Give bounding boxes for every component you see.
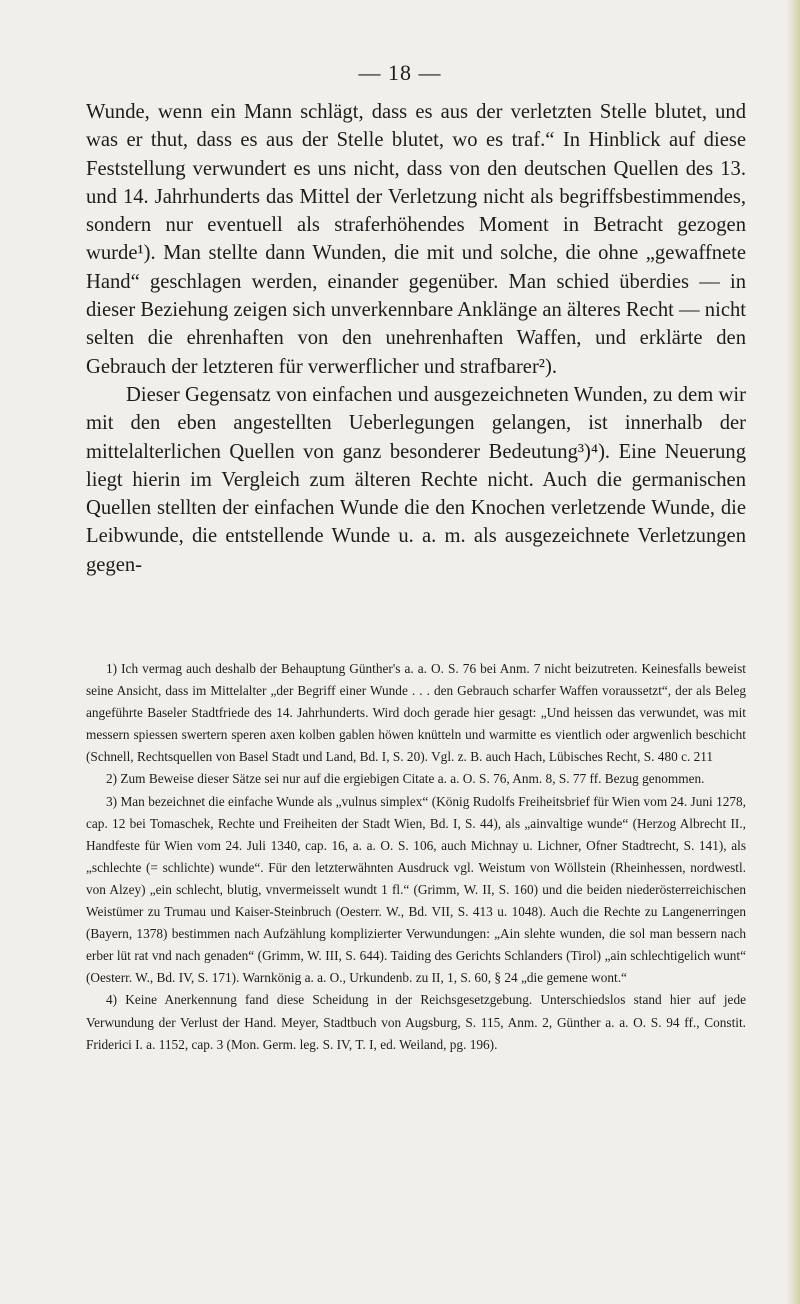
footnote-1: 1) Ich vermag auch deshalb der Behauptung Günther's a. a. O. S. 76 bei Anm. 7 nicht beizutreten. Keinesfalls beweist seine Ansicht, dass im Mittelalter „der Begriff einer Wunde . . . den Gebrauch scharfer Waffen voraussetzt“, der als Beleg angeführte Baseler Stadtfriede des 14. Jahrhunderts. Wird doch gerade hier gesagt: „Und heissen das verwundet, was mit messern spiessen swertern speren axen kolben gablen höwen knütteln und warmitte es vientlich oder argwenlich beschicht (Schnell, Rechtsquellen von Basel Stadt und Land, Bd. I, S. 20). Vgl. z. B. auch Hach, Lübisches Recht, S. 480 c. 211	[86, 661, 746, 765]
footnote-4: 4) Keine Anerkennung fand diese Scheidung in der Reichsgesetzgebung. Unterschiedslos stand hier auf jede Verwundung der Verlust der Hand. Meyer, Stadtbuch von Augsburg, S. 115, Anm. 2, Günther a. a. O. S. 94 ff., Constit. Friderici I. a. 1152, cap. 3 (Mon. Germ. leg. S. IV, T. I, ed. Weiland, pg. 196).	[86, 992, 746, 1052]
page-number: — 18 —	[358, 60, 442, 85]
page-edge	[786, 0, 800, 1304]
footnote-3: 3) Man bezeichnet die einfache Wunde als „vulnus simplex“ (König Rudolfs Freiheitsbrief für Wien vom 24. Juni 1278, cap. 12 bei Tomaschek, Rechte und Freiheiten der Stadt Wien, Bd. I, S. 44), als „ainvaltige wunde“ (Herzog Albrecht II., Handfeste für Wien vom 24. Juli 1340, cap. 16, a. a. O. S. 106, auch Michnay u. Lichner, Ofner Stadtrecht, S. 141), als „schlechte (= schlichte) wunde“. Für den letzterwähnten Ausdruck vgl. Weistum von Wöllstein (Rheinhessen, nordwestl. von Alzey) „ein schlecht, blutig, vnvermeisselt wundt 1 fl.“ (Grimm, W. II, S. 160) und die beiden niederösterreichischen Weistümer zu Trumau und Kaiser-Steinbruch (Oesterr. W., Bd. VII, S. 413 u. 1048). Auch die Rechte zu Langenerringen (Bayern, 1378) bestimmen nach Aufzählung komplizierter Verwundungen: „Ain slehte wunden, die sol man bessern nach erber lüt rat vnd nach genaden“ (Grimm, W. III, S. 644). Taiding des Gerichts Schlanders (Tirol) „ain schlechtigelich wunt“ (Oesterr. W., Bd. IV, S. 171). Warnkönig a. a. O., Urkundenb. zu II, 1, S. 60, § 24 „die gemene wont.“	[86, 793, 746, 986]
footnote-2: 2) Zum Beweise dieser Sätze sei nur auf die ergiebigen Citate a. a. O. S. 76, Anm. 8, S. 77 ff. Bezug genommen.	[106, 771, 705, 787]
body-paragraph: Wunde, wenn ein Mann schlägt, dass es aus der verletzten Stelle blutet, und was er thut, dass es aus der Stelle blutet, wo es traf.“ In Hinblick auf diese Feststellung verwundert es uns nicht, dass von den deutschen Quellen des 13. und 14. Jahrhunderts das Mittel der Verletzung nicht als begriffsbestimmendes, sondern nur eventuell als straferhöhendes Moment in Betracht gezogen wurde¹). Man stellte dann Wunden, die mit und solche, die ohne „gewaffnete Hand“ geschlagen werden, einander gegenüber. Man schied überdies — in dieser Beziehung zeigen sich unverkennbare Anklänge an älteres Recht — nicht selten die ehrenhaften von den unehrenhaften Waffen, und erklärte den Gebrauch der letzteren für verwerflicher und strafbarer²).	[86, 101, 746, 378]
body-paragraph: Dieser Gegensatz von einfachen und ausgezeichneten Wunden, zu dem wir mit den eben angestellten Ueberlegungen gelangen, ist innerhalb der mittelalterlichen Quellen von ganz besonderer Bedeutung³)⁴). Eine Neuerung liegt hierin im Vergleich zum älteren Rechte nicht. Auch die germanischen Quellen stellten der einfachen Wunde die den Knochen verletzende Wunde, die Leibwunde, die entstellende Wunde u. a. m. als ausgezeichnete Verletzungen gegen-	[86, 383, 746, 576]
footnotes	[86, 658, 746, 1056]
main-text	[86, 98, 746, 579]
